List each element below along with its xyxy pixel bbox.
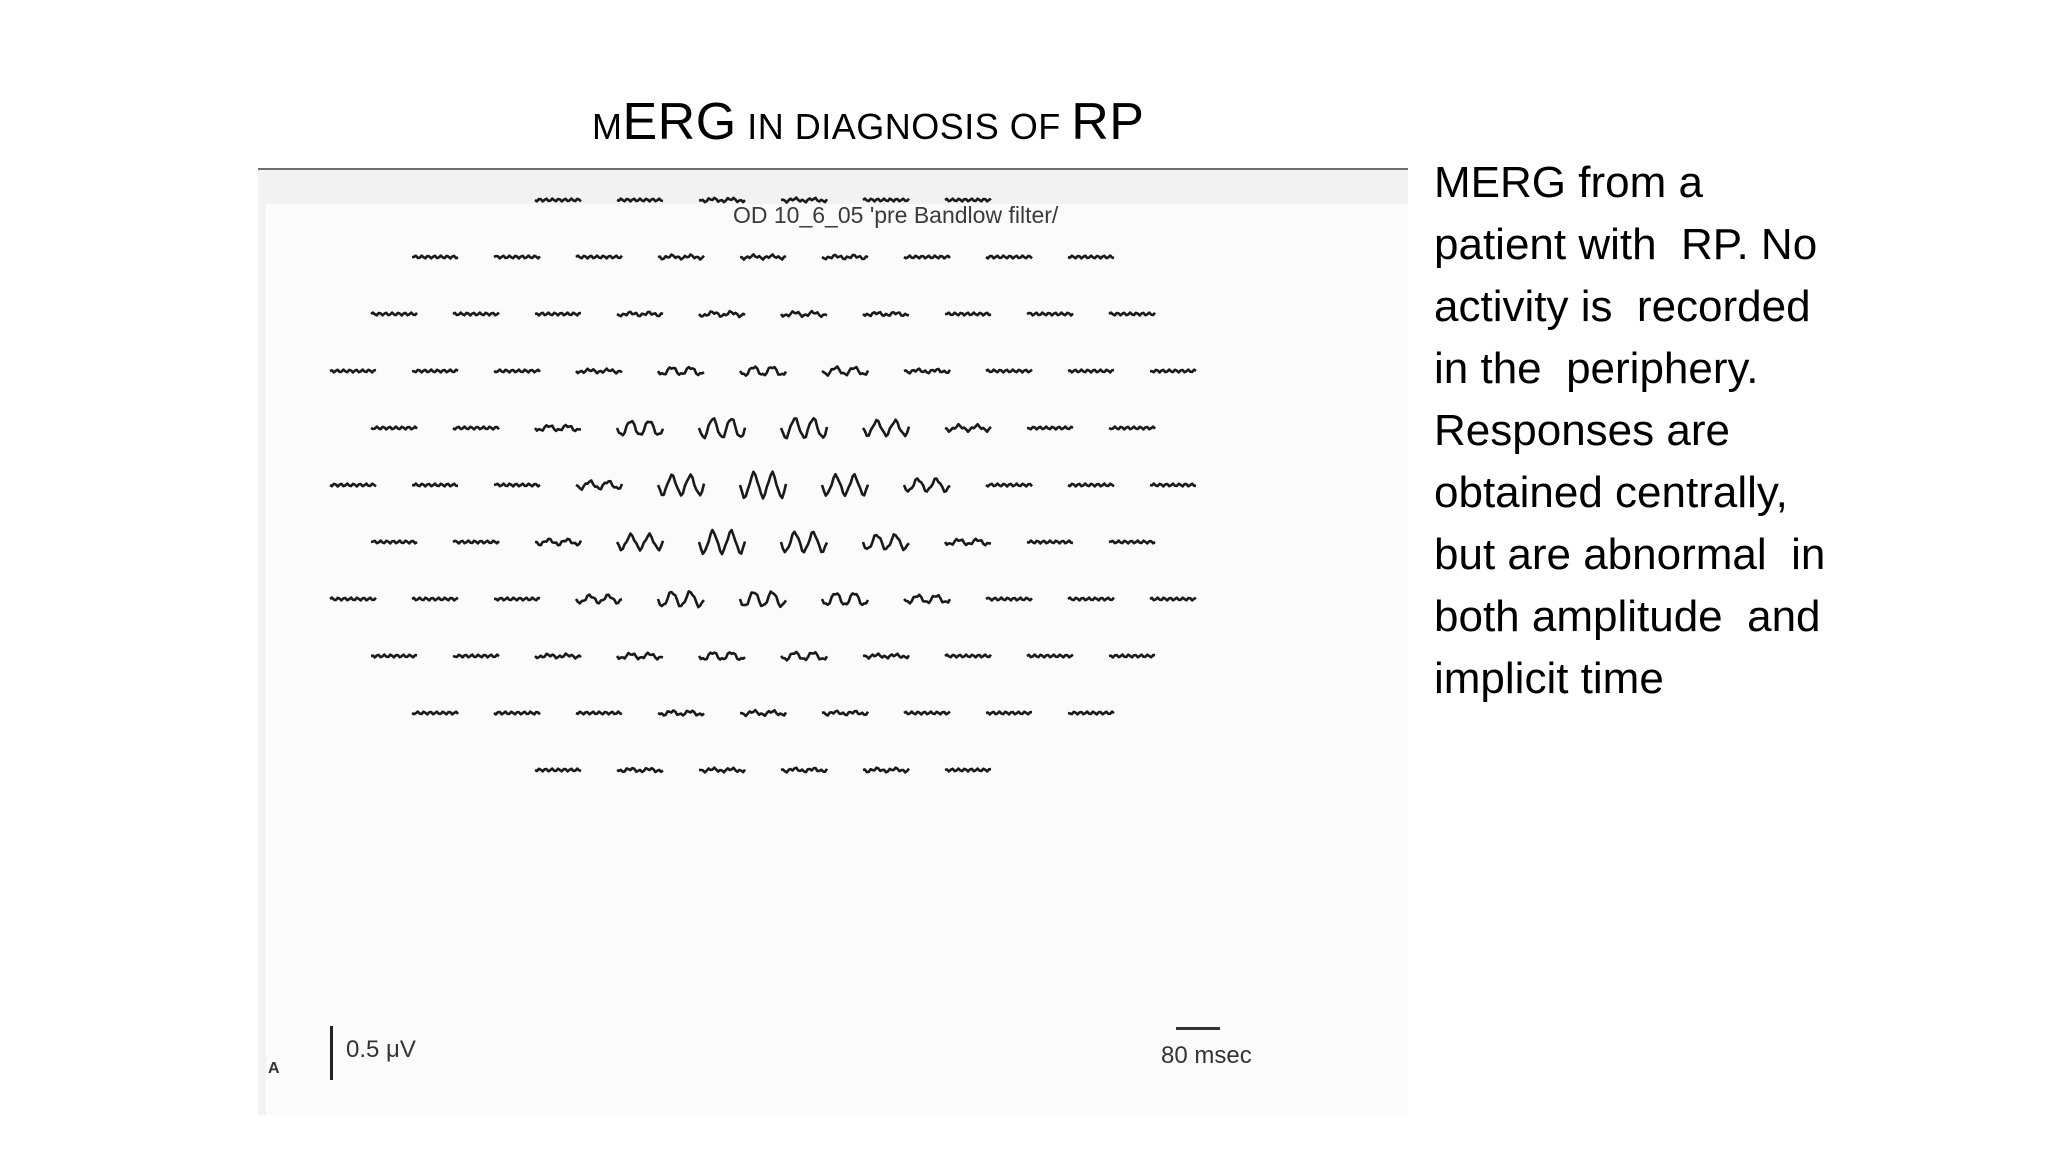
erg-trace — [699, 198, 745, 202]
erg-trace — [535, 199, 581, 202]
erg-trace — [1027, 313, 1073, 316]
erg-trace — [1068, 598, 1114, 601]
erg-trace — [494, 256, 540, 259]
erg-trace — [330, 598, 376, 601]
erg-trace — [371, 427, 417, 430]
erg-trace — [1150, 484, 1196, 487]
erg-trace — [699, 768, 745, 773]
erg-trace — [412, 598, 458, 601]
erg-trace — [781, 418, 827, 438]
erg-trace — [494, 598, 540, 601]
description-line: obtained centrally, — [1434, 468, 1788, 517]
panel-letter: A — [268, 1060, 280, 1077]
erg-trace — [945, 769, 991, 772]
erg-trace — [863, 420, 909, 436]
erg-trace — [494, 712, 540, 715]
erg-trace — [945, 313, 991, 316]
time-scale-bar — [1176, 1027, 1220, 1030]
erg-trace — [412, 256, 458, 259]
erg-trace — [1027, 655, 1073, 658]
erg-trace — [1068, 712, 1114, 715]
description-line: Responses are — [1434, 406, 1730, 455]
erg-trace — [1109, 655, 1155, 658]
erg-trace — [658, 367, 704, 375]
erg-trace — [986, 484, 1032, 487]
erg-trace — [453, 655, 499, 658]
erg-trace — [740, 254, 786, 259]
erg-trace — [1109, 427, 1155, 430]
erg-trace — [658, 711, 704, 716]
erg-trace — [863, 654, 909, 659]
erg-trace — [904, 256, 950, 259]
time-scale-label: 80 msec — [1161, 1042, 1252, 1069]
erg-trace — [904, 369, 950, 374]
erg-trace — [576, 481, 622, 490]
erg-trace — [904, 712, 950, 715]
title-erg: ERG — [622, 93, 737, 151]
title-prefix: M — [592, 106, 623, 147]
erg-trace — [699, 530, 745, 554]
erg-trace — [986, 256, 1032, 259]
erg-trace — [863, 534, 909, 550]
erg-trace — [986, 712, 1032, 715]
erg-trace — [453, 541, 499, 544]
erg-trace — [781, 652, 827, 660]
erg-trace — [412, 484, 458, 487]
description-line: patient with RP. No — [1434, 220, 1818, 269]
erg-trace — [658, 591, 704, 607]
description-line: MERG from a — [1434, 158, 1703, 207]
erg-trace — [945, 199, 991, 202]
erg-trace — [699, 418, 745, 438]
erg-trace — [330, 370, 376, 373]
amplitude-scale-bar — [330, 1026, 333, 1080]
erg-trace — [1150, 598, 1196, 601]
erg-trace — [781, 768, 827, 773]
erg-trace — [617, 199, 663, 202]
title-rp: RP — [1071, 93, 1145, 151]
merg-figure — [258, 170, 1408, 1115]
erg-trace — [781, 311, 827, 317]
erg-trace — [371, 655, 417, 658]
erg-trace — [822, 255, 868, 259]
erg-trace — [986, 370, 1032, 373]
erg-trace — [412, 370, 458, 373]
erg-trace — [822, 711, 868, 716]
description-line: activity is recorded — [1434, 282, 1811, 331]
erg-trace — [371, 541, 417, 544]
erg-trace — [535, 654, 581, 659]
erg-trace — [1109, 541, 1155, 544]
erg-trace — [699, 311, 745, 317]
erg-trace — [1109, 313, 1155, 316]
erg-trace — [535, 539, 581, 546]
erg-trace — [412, 712, 458, 715]
erg-trace — [453, 427, 499, 430]
erg-trace — [863, 768, 909, 773]
description-line: both amplitude and — [1434, 592, 1821, 641]
erg-trace — [945, 539, 991, 545]
description-line: in the periphery. — [1434, 344, 1759, 393]
erg-trace — [494, 484, 540, 487]
erg-trace — [1027, 427, 1073, 430]
erg-trace — [781, 198, 827, 203]
erg-trace — [863, 312, 909, 316]
erg-trace — [617, 768, 663, 772]
erg-trace — [904, 479, 950, 492]
erg-trace — [576, 595, 622, 604]
erg-trace — [1068, 256, 1114, 259]
title-middle: IN DIAGNOSIS OF — [736, 106, 1072, 147]
erg-trace — [904, 595, 950, 604]
erg-trace — [617, 421, 663, 435]
erg-trace — [1027, 541, 1073, 544]
erg-trace — [781, 532, 827, 552]
erg-trace — [822, 367, 868, 376]
erg-trace — [658, 255, 704, 260]
slide-title — [592, 92, 1144, 152]
erg-trace — [740, 472, 786, 499]
erg-trace — [822, 474, 868, 496]
erg-trace — [494, 370, 540, 373]
description-text — [1434, 152, 2034, 710]
erg-trace — [1150, 370, 1196, 373]
erg-trace — [699, 652, 745, 659]
erg-trace — [863, 199, 909, 202]
erg-trace — [535, 769, 581, 772]
erg-trace — [945, 424, 991, 432]
amplitude-scale-label: 0.5 μV — [346, 1036, 416, 1063]
erg-trace — [740, 367, 786, 376]
erg-trace — [576, 256, 622, 259]
erg-trace — [822, 593, 868, 604]
erg-trace — [576, 369, 622, 374]
erg-trace — [535, 425, 581, 431]
description-line: but are abnormal in — [1434, 530, 1826, 579]
erg-trace — [617, 653, 663, 660]
merg-trace-array — [258, 170, 1408, 1115]
erg-trace — [658, 475, 704, 496]
erg-trace — [945, 655, 991, 658]
erg-trace — [986, 598, 1032, 601]
erg-trace — [330, 484, 376, 487]
description-line: implicit time — [1434, 654, 1664, 703]
erg-trace — [1068, 484, 1114, 487]
erg-trace — [371, 313, 417, 316]
erg-trace — [1068, 370, 1114, 373]
erg-trace — [740, 710, 786, 716]
erg-trace — [617, 312, 663, 317]
figure-caption: OD 10_6_05 'pre Bandlow filter/ — [733, 202, 1059, 228]
erg-trace — [740, 592, 786, 607]
erg-trace — [453, 313, 499, 316]
erg-trace — [617, 534, 663, 551]
erg-trace — [535, 313, 581, 316]
erg-trace — [576, 712, 622, 715]
